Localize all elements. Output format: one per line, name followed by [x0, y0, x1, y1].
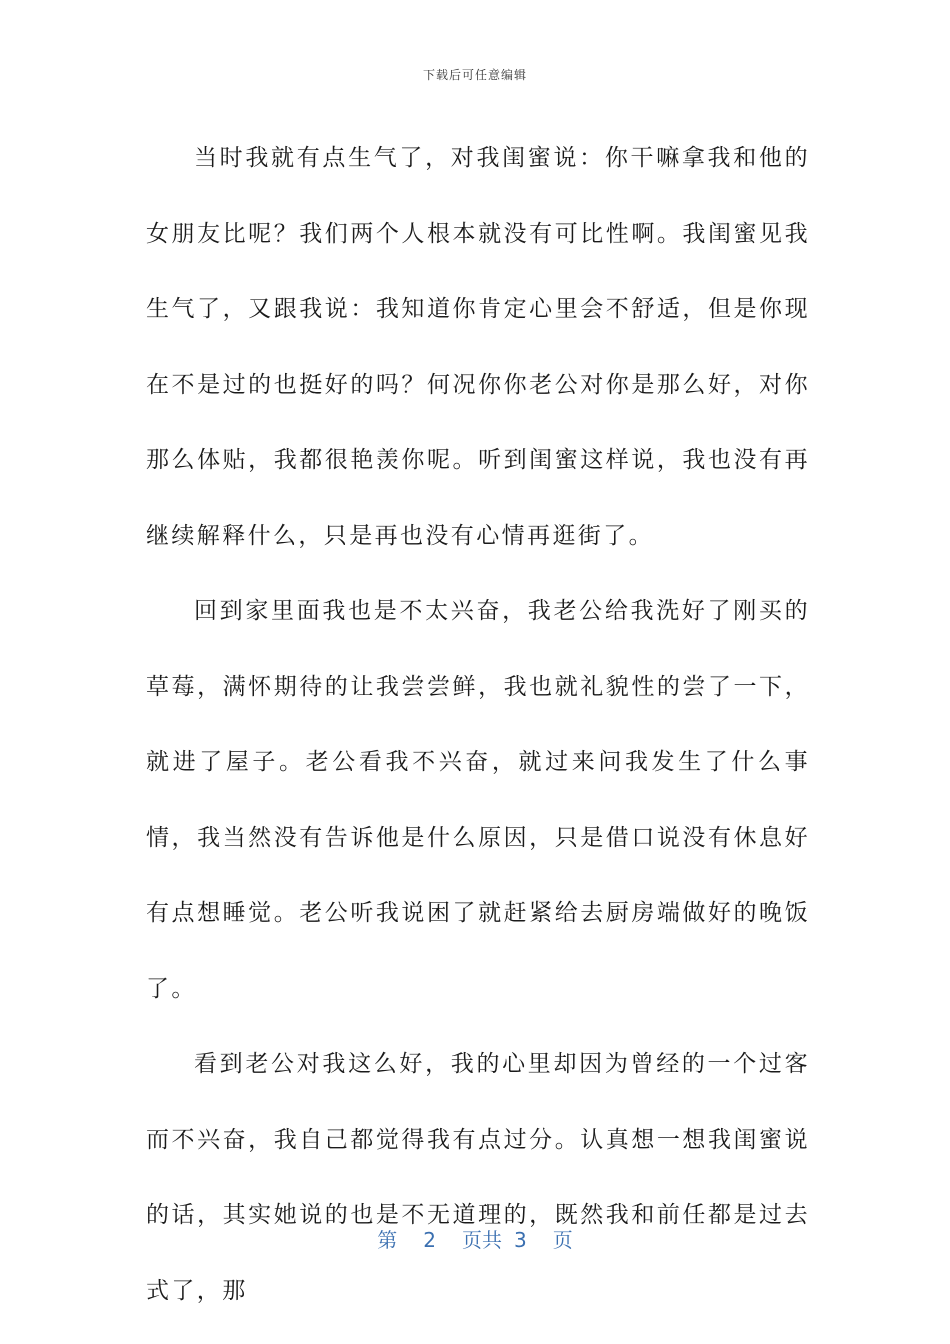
footer-prefix: 第 [377, 1228, 398, 1252]
paragraph-1: 当时我就有点生气了，对我闺蜜说：你干嘛拿我和他的女朋友比呢？我们两个人根本就没有可比性啊。我闺蜜见我生气了，又跟我说：我知道你肯定心里会不舒适，但是你现在不是过的也挺好的吗？何况你你老公对你是那么好，对你那么体贴，我都很艳羡你呢。听到闺蜜这样说，我也没有再继续解释什么，只是再也没有心情再逛街了。 [146, 145, 810, 549]
footer-middle: 页共 [462, 1228, 502, 1252]
footer-total-pages: 3 [514, 1228, 527, 1252]
page-footer [0, 1224, 950, 1253]
paragraph-3: 看到老公对我这么好，我的心里却因为曾经的一个过客而不兴奋，我自己都觉得我有点过分。认真想一想我闺蜜说的话，其实她说的也是不无道理的，既然我和前任都是过去式了，那 [146, 1051, 810, 1304]
header-note: 下载后可任意编辑 [422, 68, 527, 82]
document-body [146, 121, 810, 1329]
footer-current-page: 2 [423, 1228, 436, 1252]
footer-suffix: 页 [552, 1228, 573, 1252]
paragraph-2: 回到家里面我也是不太兴奋，我老公给我洗好了刚买的草莓，满怀期待的让我尝尝鲜，我也就礼貌性的尝了一下，就进了屋子。老公看我不兴奋，就过来问我发生了什么事情，我当然没有告诉他是什么原因，只是借口说没有休息好有点想睡觉。老公听我说困了就赶紧给去厨房端做好的晚饭了。 [146, 598, 810, 1002]
